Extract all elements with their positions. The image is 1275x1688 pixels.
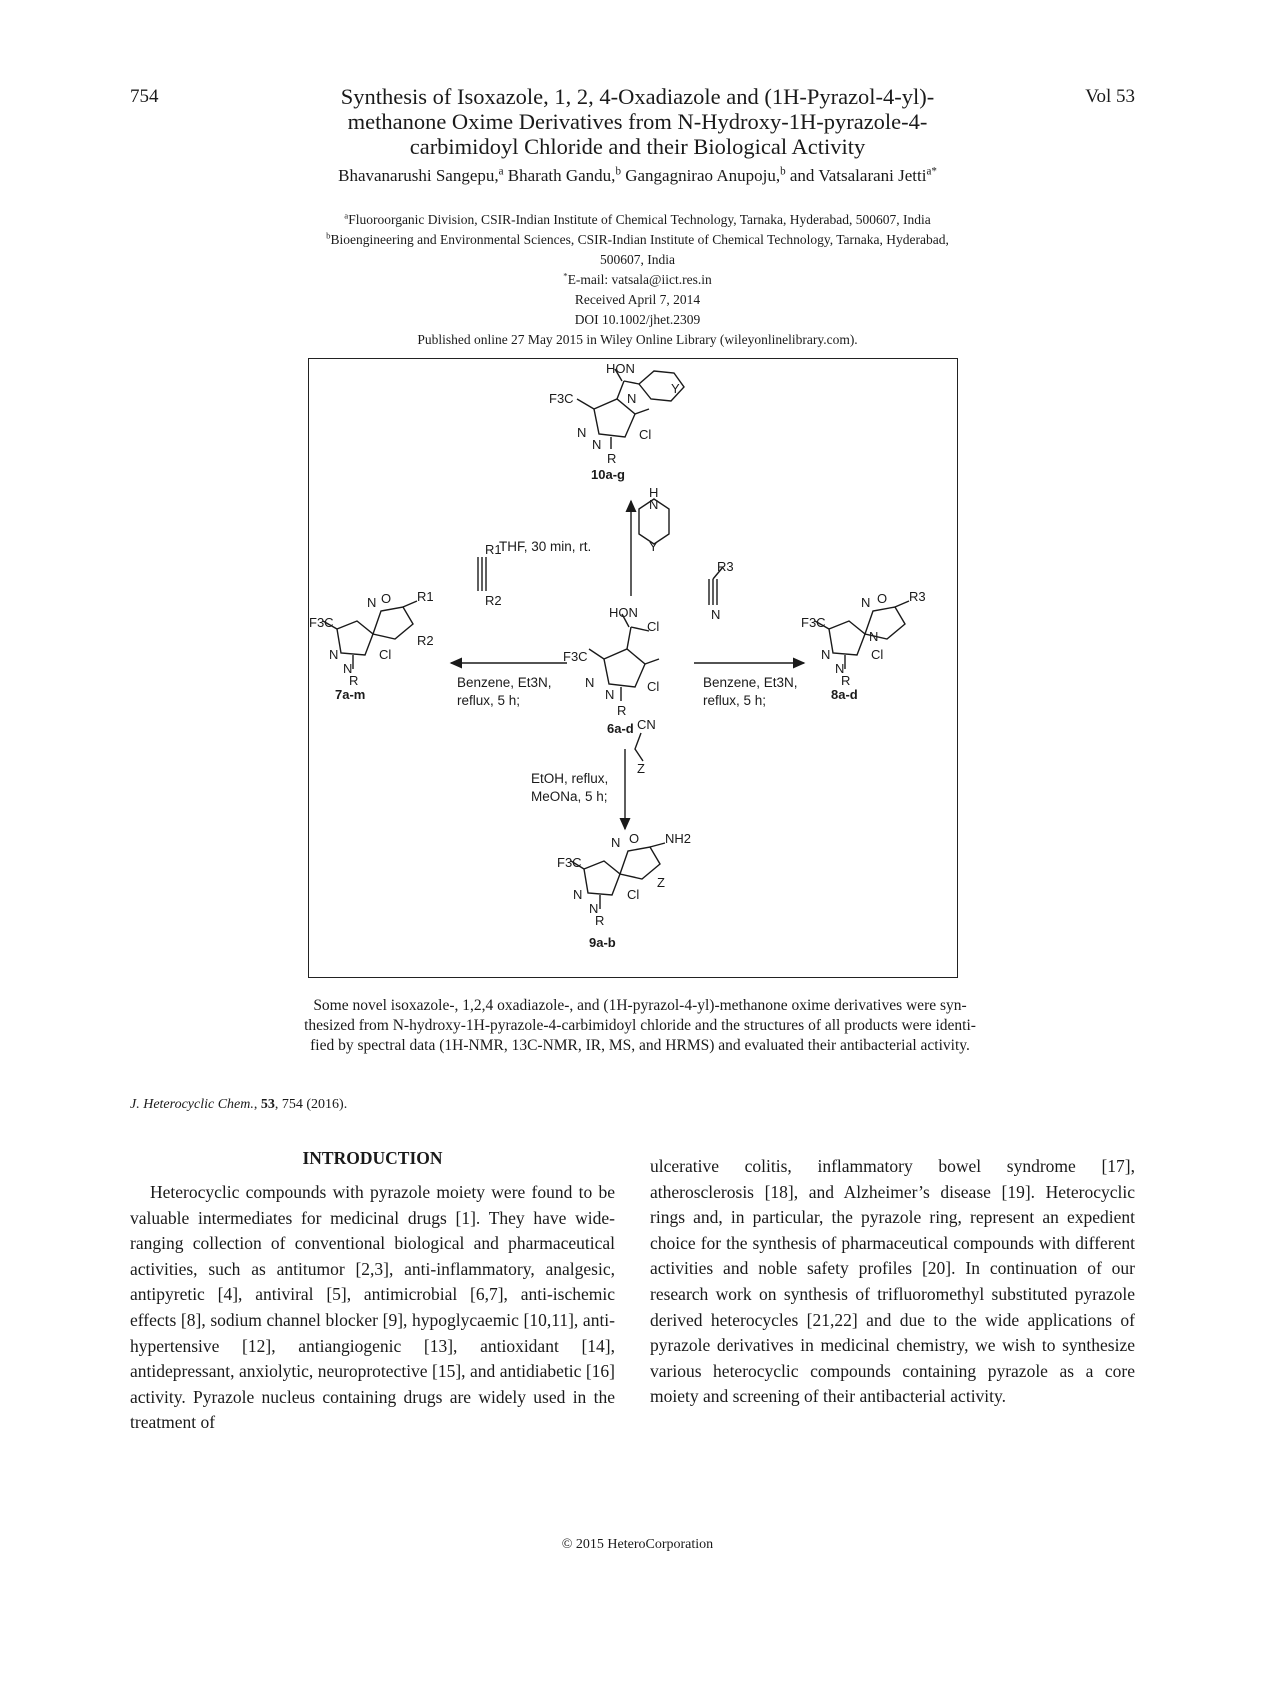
author-4-affil: a* xyxy=(926,165,937,178)
title-line-2: methanone Oxime Derivatives from N-Hydroxy-1H-pyrazole-4- xyxy=(347,109,928,134)
svg-text:N: N xyxy=(649,497,659,512)
copyright-footer: © 2015 HeteroCorporation xyxy=(561,1537,714,1552)
svg-text:Cl: Cl xyxy=(639,427,652,442)
svg-text:R3: R3 xyxy=(909,589,926,604)
svg-text:N: N xyxy=(611,835,621,850)
svg-text:F3C: F3C xyxy=(557,855,582,870)
svg-text:N: N xyxy=(861,595,871,610)
svg-text:R: R xyxy=(349,673,359,688)
author-2-affil: b xyxy=(615,165,621,178)
received-date: Received April 7, 2014 xyxy=(574,292,701,307)
svg-text:N: N xyxy=(577,425,587,440)
svg-text:R: R xyxy=(617,703,627,718)
condition-left-2: reflux, 5 h; xyxy=(457,693,521,708)
condition-up: THF, 30 min, rt. xyxy=(499,539,592,554)
article-title xyxy=(250,84,1025,159)
section-heading-introduction: INTRODUCTION xyxy=(302,1148,443,1168)
svg-text:N: N xyxy=(573,887,583,902)
page-number: 754 xyxy=(130,86,159,107)
svg-text:N: N xyxy=(585,675,595,690)
svg-text:N: N xyxy=(343,661,353,676)
compound-6-label: 6a-d xyxy=(607,721,634,736)
condition-right-1: Benzene, Et3N, xyxy=(703,675,798,690)
svg-text:N: N xyxy=(821,647,831,662)
abstract xyxy=(240,996,1040,1056)
svg-text:O: O xyxy=(877,591,888,606)
reaction-scheme xyxy=(308,358,958,978)
svg-text:Cl: Cl xyxy=(647,619,660,634)
svg-text:R3: R3 xyxy=(717,559,734,574)
svg-text:R1: R1 xyxy=(417,589,434,604)
journal-volume: 53 xyxy=(260,1097,275,1112)
journal-pages: , 754 (2016). xyxy=(274,1097,348,1112)
svg-text:R: R xyxy=(595,913,605,928)
author-1-affil: a xyxy=(498,165,504,178)
svg-text:R2: R2 xyxy=(485,593,502,608)
affiliation-b-cont: 500607, India xyxy=(600,252,675,267)
abstract-line-2: thesized from N-hydroxy-1H-pyrazole-4-carbimidoyl chloride and the structures of all products were identi- xyxy=(304,1017,976,1034)
intro-paragraph-left: Heterocyclic compounds with pyrazole moiety were found to be valuable intermediates for medicinal drugs [1]. They have wide-ranging collection of conventional biological and pharmaceutical activities, such as antitumor [2,3], anti-inflammatory, analgesic, antipyretic [4], antiviral [5], antimicrobial [6,7], anti-ischemic effects [8], sodium channel blocker [9], hypoglycaemic [10,11], anti-hypertensive [12], antiangiogenic [13], antioxidant [14], antidepressant, anxiolytic, neuroprotective [15], and antidiabetic [16] activity. Pyrazole nucleus containing drugs are widely used in the treatment of xyxy=(130,1182,615,1433)
author-1: Bhavanarushi Sangepu, xyxy=(338,166,499,185)
svg-text:Cl: Cl xyxy=(647,679,660,694)
volume-label: Vol 53 xyxy=(1085,86,1135,107)
structure-9 xyxy=(571,843,665,909)
affiliation-a: $^a$Fluoroorganic Division, CSIR-Indian Institute of Chemical Technology, Tarnaka, Hyderabad, 500607, India xyxy=(344,210,931,227)
svg-text:R: R xyxy=(841,673,851,688)
compound-7-label: 7a-m xyxy=(335,687,366,702)
author-2: Bharath Gandu, xyxy=(507,166,616,185)
title-line-3: carbimidoyl Chloride and their Biological Activity xyxy=(409,134,866,159)
svg-text:H: H xyxy=(649,485,659,500)
condition-right-2: reflux, 5 h; xyxy=(703,693,767,708)
svg-text:F3C: F3C xyxy=(549,391,574,406)
svg-text:N: N xyxy=(329,647,339,662)
svg-text:Cl: Cl xyxy=(379,647,392,662)
doi: DOI 10.1002/jhet.2309 xyxy=(574,312,701,327)
compound-9-label: 9a-b xyxy=(589,935,616,950)
svg-text:CN: CN xyxy=(637,717,656,732)
svg-text:N: N xyxy=(711,607,721,622)
intro-paragraph-right: ulcerative colitis, inflammatory bowel syndrome [17], atherosclerosis [18], and Alzheimer’s disease [19]. Heterocyclic rings and, in particular, the pyrazole ring, represent an expedient choice for the synthesis of pharmaceutical compounds with different activities and noble safety profiles [20]. In continuation of our research work on synthesis of trifluoromethyl substituted pyrazole derived heterocycles [21,22] and due to the wide applications of pyrazole derivatives in medicinal chemistry, we wish to synthesize various heterocyclic compounds containing pyrazole as a core moiety and screening of their antibacterial activity. xyxy=(650,1156,1135,1407)
author-list xyxy=(150,166,1125,186)
svg-text:N: N xyxy=(592,437,602,452)
reagent-alkyne xyxy=(478,557,486,591)
svg-text:R2: R2 xyxy=(417,633,434,648)
svg-text:N: N xyxy=(367,595,377,610)
condition-down-1: EtOH, reflux, xyxy=(531,771,609,786)
svg-text:Z: Z xyxy=(637,761,645,776)
abstract-line-1: Some novel isoxazole-, 1,2,4 oxadiazole-, and (1H-pyrazol-4-yl)-methanone oxime derivatives were syn- xyxy=(313,997,967,1014)
svg-text:F3C: F3C xyxy=(563,649,588,664)
journal-citation: J. Heterocyclic Chem., 53, 754 (2016). xyxy=(130,1097,348,1112)
svg-text:N: N xyxy=(835,661,845,676)
email: *E-mail: vatsala@iict.res.in xyxy=(563,270,712,287)
svg-text:R: R xyxy=(607,451,617,466)
svg-text:N: N xyxy=(589,901,599,916)
svg-text:HON: HON xyxy=(609,605,638,620)
svg-text:O: O xyxy=(381,591,392,606)
title-line-1: Synthesis of Isoxazole, 1, 2, 4-Oxadiazole and (1H-Pyrazol-4-yl)- xyxy=(340,84,935,109)
svg-text:Z: Z xyxy=(657,875,665,890)
svg-text:NH2: NH2 xyxy=(665,831,692,846)
condition-down-2: MeONa, 5 h; xyxy=(531,789,608,804)
svg-text:Cl: Cl xyxy=(871,647,884,662)
svg-text:N: N xyxy=(627,391,637,406)
svg-text:N: N xyxy=(869,629,879,644)
svg-text:F3C: F3C xyxy=(309,615,334,630)
scheme-graphic xyxy=(309,359,957,977)
author-4: and Vatsalarani Jetti xyxy=(789,166,927,185)
abstract-line-3: fied by spectral data (1H-NMR, 13C-NMR, IR, MS, and HRMS) and evaluated their antibacterial activity. xyxy=(310,1037,970,1054)
svg-text:R1: R1 xyxy=(485,542,502,557)
compound-10-label: 10a-g xyxy=(591,467,625,482)
svg-text:Cl: Cl xyxy=(627,887,640,902)
svg-text:O: O xyxy=(629,831,640,846)
reagent-cyanide xyxy=(635,733,643,761)
svg-text:N: N xyxy=(605,687,615,702)
svg-text:Y: Y xyxy=(671,381,680,396)
published-date: Published online 27 May 2015 in Wiley Online Library (wileyonlinelibrary.com). xyxy=(417,332,858,347)
svg-text:HON: HON xyxy=(606,361,635,376)
affiliation-b: $^b$Bioengineering and Environmental Sciences, CSIR-Indian Institute of Chemical Technology, Tarnaka, Hyderabad, xyxy=(326,230,949,247)
author-3: Gangagnirao Anupoju, xyxy=(625,166,781,185)
condition-left-1: Benzene, Et3N, xyxy=(457,675,552,690)
svg-text:F3C: F3C xyxy=(801,615,826,630)
journal-name: J. Heterocyclic Chem. xyxy=(130,1097,254,1112)
svg-text:Y: Y xyxy=(649,539,658,554)
compound-8-label: 8a-d xyxy=(831,687,858,702)
author-3-affil: b xyxy=(780,165,786,178)
